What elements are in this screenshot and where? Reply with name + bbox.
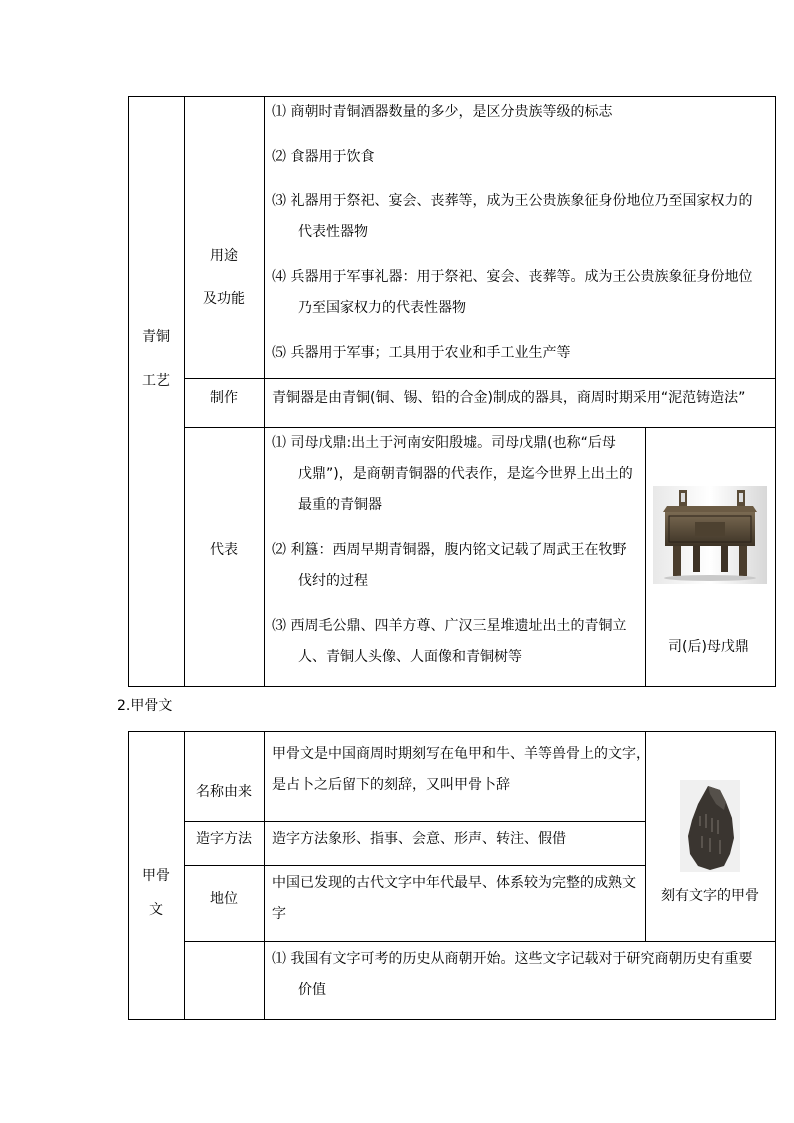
category2-line2: 文 (149, 902, 163, 918)
uses-item-1: ⑴ 商朝时青铜酒器数量的多少，是区分贵族等级的标志 (272, 104, 613, 120)
significance-line2: 价值 (298, 982, 326, 998)
rep-item-3-cont: 人、青铜人头像、人面像和青铜树等 (298, 649, 522, 665)
section-title: 2.甲骨文 (117, 698, 173, 714)
representative-label: 代表 (210, 542, 238, 558)
rep-item-2-cont: 伐纣的过程 (298, 573, 368, 589)
making-text: 青铜器是由青铜(铜、锡、铅的合金)制成的器具，商周时期采用“泥范铸造法” (272, 390, 746, 406)
uses-label-line1: 用途 (210, 248, 238, 264)
uses-label-line2: 及功能 (203, 291, 245, 307)
uses-item-3: ⑶ 礼器用于祭祀、宴会、丧葬等，成为王公贵族象征身份地位乃至国家权力的 (272, 193, 753, 209)
method-text: 造字方法象形、指事、会意、形声、转注、假借 (272, 831, 566, 847)
status-label: 地位 (210, 891, 238, 907)
uses-item-4-cont: 乃至国家权力的代表性器物 (298, 300, 466, 316)
significance-line1: ⑴ 我国有文字可考的历史从商朝开始。这些文字记载对于研究商朝历史有重要 (272, 951, 753, 967)
uses-item-4: ⑷ 兵器用于军事礼器：用于祭祀、宴会、丧葬等。成为王公贵族象征身份地位 (272, 269, 753, 285)
origin-label: 名称由来 (196, 784, 252, 800)
rep-item-1-cont2: 最重的青铜器 (298, 497, 382, 513)
rep-item-1: ⑴ 司母戊鼎:出土于河南安阳殷墟。司母戊鼎(也称“后母 (272, 435, 616, 451)
rep-item-3: ⑶ 西周毛公鼎、四羊方尊、广汉三星堆遗址出土的青铜立 (272, 618, 627, 634)
method-label: 造字方法 (196, 831, 252, 847)
origin-line1: 甲骨文是中国商周时期刻写在龟甲和牛、羊等兽骨上的文字， (272, 746, 650, 762)
category-label-line2: 工艺 (142, 373, 170, 389)
origin-line2: 是占卜之后留下的刻辞，又叫甲骨卜辞 (272, 777, 510, 793)
uses-item-2: ⑵ 食器用于饮食 (272, 149, 375, 165)
making-label: 制作 (210, 390, 238, 406)
status-line1: 中国已发现的古代文字中年代最早、体系较为完整的成熟文 (272, 875, 636, 891)
status-line2: 字 (272, 906, 286, 922)
category-label-line1: 青铜 (142, 329, 170, 345)
rep-item-1-cont1: 戊鼎”)，是商朝青铜器的代表作，是迄今世界上出土的 (298, 466, 633, 482)
category2-line1: 甲骨 (142, 868, 170, 884)
uses-item-3-cont: 代表性器物 (298, 224, 368, 240)
oracle-bone-caption: 刻有文字的甲骨 (661, 888, 759, 904)
ding-image-caption: 司(后)母戊鼎 (668, 639, 749, 655)
ding-image (653, 486, 767, 584)
uses-item-5: ⑸ 兵器用于军事；工具用于农业和手工业生产等 (272, 345, 571, 361)
oracle-bone-image (680, 780, 740, 872)
rep-item-2: ⑵ 利簋：西周早期青铜器，腹内铭文记载了周武王在牧野 (272, 542, 627, 558)
